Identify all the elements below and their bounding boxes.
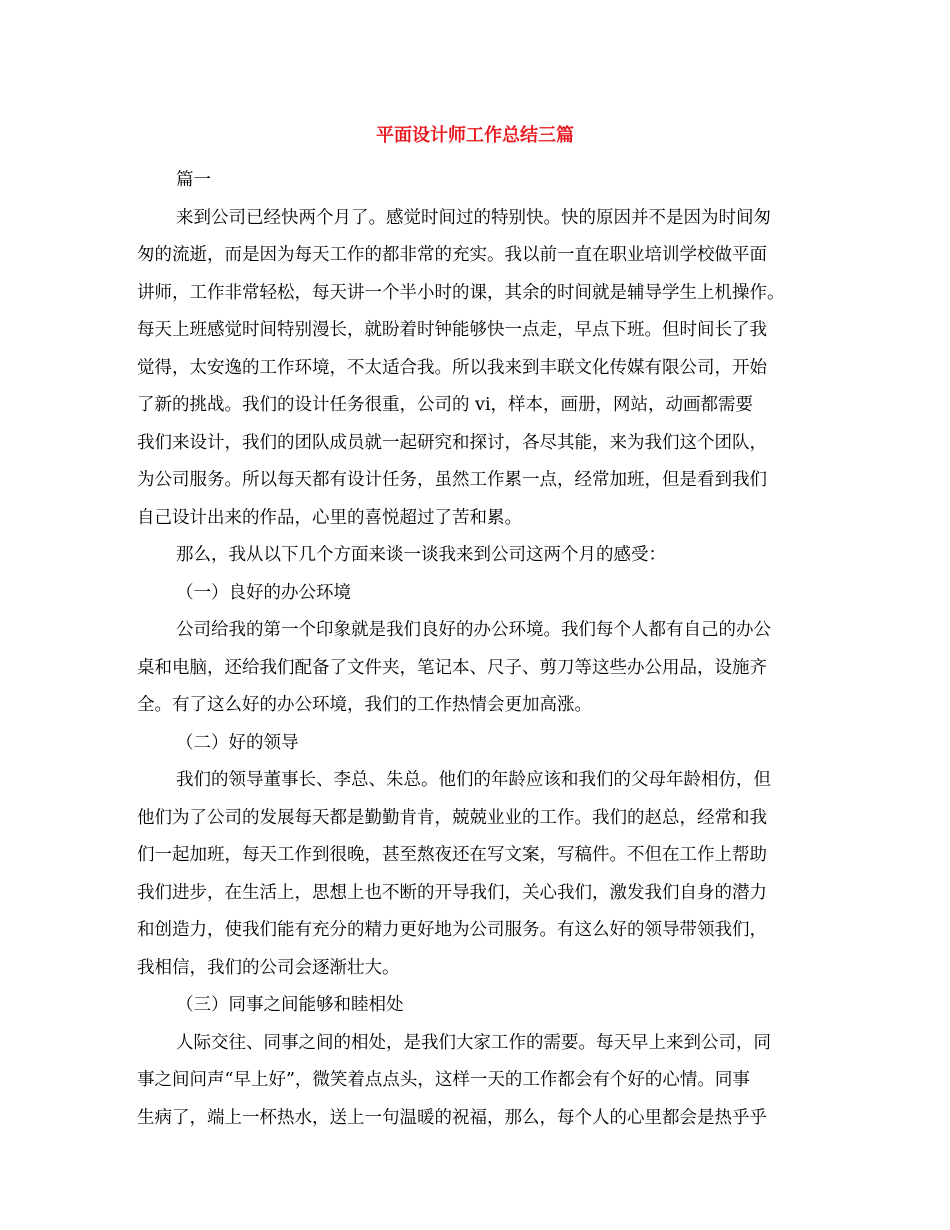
subsection-heading: （三）同事之间能够和睦相处 — [176, 995, 404, 1015]
paragraph-line: 我相信，我们的公司会逐渐壮大。 — [137, 958, 400, 978]
document-title: 平面设计师工作总结三篇 — [376, 125, 574, 146]
paragraph-line: 我们来设计，我们的团队成员就一起研究和探讨，各尽其能，来为我们这个团队， — [137, 433, 767, 453]
paragraph-line: 桌和电脑，还给我们配备了文件夹，笔记本、尺子、剪刀等这些办公用品，设施齐 — [137, 658, 767, 678]
paragraph-line: 公司给我的第一个印象就是我们良好的办公环境。我们每个人都有自己的办公 — [176, 620, 771, 640]
paragraph-line: 全。有了这么好的办公环境，我们的工作热情会更加高涨。 — [137, 695, 592, 715]
paragraph-line: 们一起加班，每天工作到很晚，甚至熬夜还在写文案，写稿件。不但在工作上帮助 — [137, 845, 767, 865]
section-heading: 篇一 — [176, 170, 211, 190]
paragraph-line: 和创造力，使我们能有充分的精力更好地为公司服务。有这么好的领导带领我们， — [137, 920, 767, 940]
paragraph-line: 觉得，太安逸的工作环境，不太适合我。所以我来到丰联文化传媒有限公司，开始 — [137, 358, 767, 378]
paragraph-line: 事之间问声“早上好”，微笑着点点头，这样一天的工作都会有个好的心情。同事 — [137, 1070, 750, 1090]
paragraph-line: 人际交往、同事之间的相处，是我们大家工作的需要。每天早上来到公司，同 — [176, 1033, 771, 1053]
paragraph-line: 那么，我从以下几个方面来谈一谈我来到公司这两个月的感受： — [176, 545, 666, 565]
paragraph-line: 为公司服务。所以每天都有设计任务，虽然工作累一点，经常加班，但是看到我们 — [137, 470, 767, 490]
paragraph-line: 我们进步，在生活上，思想上也不断的开导我们，关心我们，激发我们自身的潜力 — [137, 883, 767, 903]
paragraph-line: 了新的挑战。我们的设计任务很重，公司的 vi，样本，画册，网站，动画都需要 — [137, 395, 754, 415]
subsection-heading: （二）好的领导 — [176, 733, 299, 753]
paragraph-line: 他们为了公司的发展每天都是勤勤肯肯，兢兢业业的工作。我们的赵总，经常和我 — [137, 808, 767, 828]
paragraph-line: 来到公司已经快两个月了。感觉时间过的特别快。快的原因并不是因为时间匆 — [176, 208, 771, 228]
paragraph-line: 每天上班感觉时间特别漫长，就盼着时钟能够快一点走，早点下班。但时间长了我 — [137, 320, 767, 340]
paragraph-line: 我们的领导董事长、李总、朱总。他们的年龄应该和我们的父母年龄相仿，但 — [176, 770, 771, 790]
paragraph-line: 生病了，端上一杯热水，送上一句温暖的祝福，那么，每个人的心里都会是热乎乎 — [137, 1108, 767, 1128]
paragraph-line: 自己设计出来的作品，心里的喜悦超过了苦和累。 — [137, 508, 522, 528]
paragraph-line: 讲师，工作非常轻松，每天讲一个半小时的课，其余的时间就是辅导学生上机操作。 — [137, 283, 785, 303]
subsection-heading: （一）良好的办公环境 — [176, 583, 351, 603]
paragraph-line: 匆的流逝，而是因为每天工作的都非常的充实。我以前一直在职业培训学校做平面 — [137, 245, 767, 265]
